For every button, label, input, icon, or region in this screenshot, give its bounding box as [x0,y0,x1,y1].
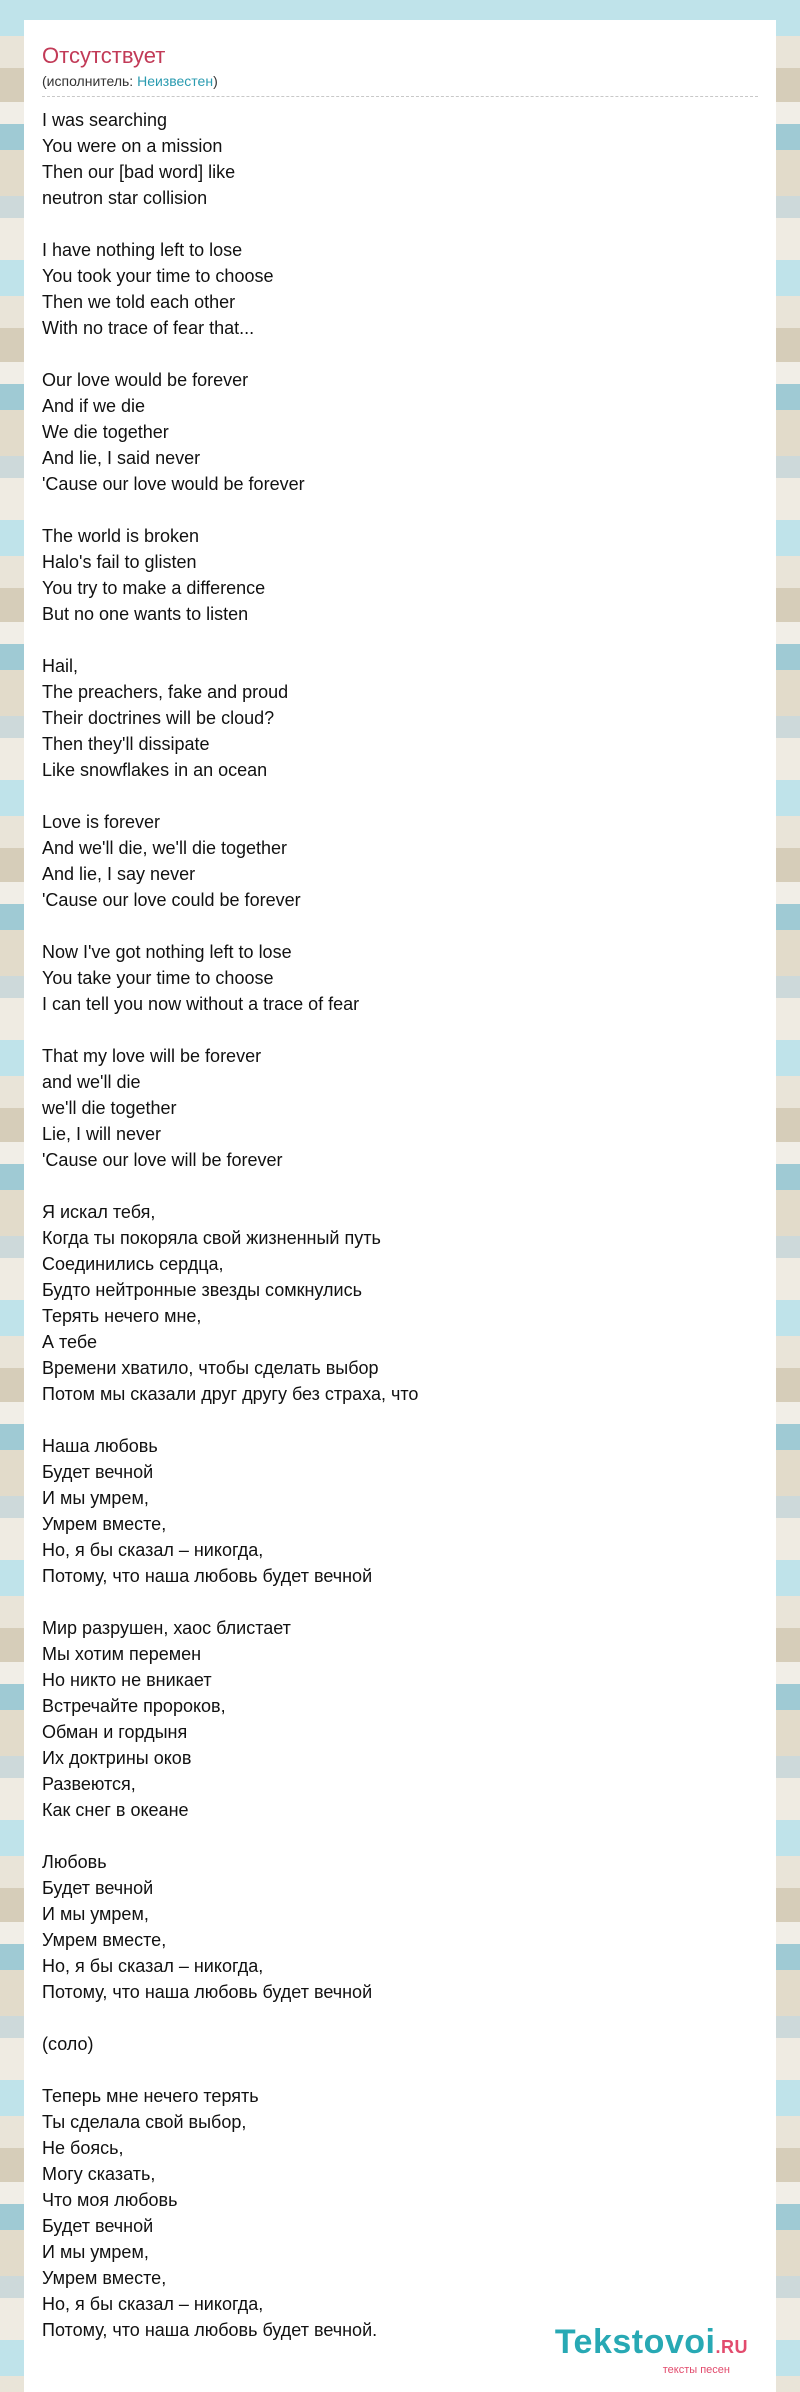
lyric-line: Lie, I will never [42,1124,162,1144]
lyric-line: Будет вечной [42,1462,154,1482]
lyrics-stanza [42,367,758,497]
lyric-line: Когда ты покоряла свой жизненный путь [42,1228,381,1248]
lyrics-card [24,20,776,2392]
lyric-line: Мир разрушен, хаос блистает [42,1618,291,1638]
lyric-line: Then our [bad word] like [42,162,236,182]
lyric-line: Like snowflakes in an ocean [42,760,268,780]
lyric-line: 'Cause our love could be forever [42,890,301,910]
lyric-line: Умрем вместе, [42,1514,167,1534]
lyric-line: neutron star collision [42,188,208,208]
lyric-line: Терять нечего мне, [42,1306,202,1326]
lyric-line: You took your time to choose [42,266,274,286]
lyrics-stanza [42,523,758,627]
lyric-line: Then they'll dissipate [42,734,210,754]
lyrics-stanza [42,237,758,341]
lyrics-stanza [42,1043,758,1173]
song-title: Отсутствует [42,43,166,68]
lyric-line: Но никто не вникает [42,1670,212,1690]
lyric-line: Времени хватило, чтобы сделать выбор [42,1358,379,1378]
lyric-line: Потом мы сказали друг другу без страха, что [42,1384,419,1404]
lyrics-stanza [42,1433,758,1589]
lyric-line: Будет вечной [42,2216,154,2236]
artist-link[interactable]: Неизвестен [137,73,214,89]
lyric-line: Как снег в океане [42,1800,189,1820]
lyric-line: Love is forever [42,812,161,832]
logo-tagline: тексты песен [662,2364,730,2376]
lyric-line: Наша любовь [42,1436,158,1456]
lyric-line: Теперь мне нечего терять [42,2086,259,2106]
site-logo[interactable] [555,2325,748,2376]
lyric-line: А тебе [42,1332,97,1352]
logo-wordmark [555,2325,748,2364]
lyric-line: We die together [42,422,169,442]
lyric-line: With no trace of fear that... [42,318,255,338]
logo-tld: .RU [715,2337,748,2357]
lyric-line: Now I've got nothing left to lose [42,942,292,962]
lyric-line: And if we die [42,396,146,416]
lyric-line: And lie, I say never [42,864,196,884]
lyric-line: Будет вечной [42,1878,154,1898]
lyric-line: И мы умрем, [42,1488,149,1508]
lyric-line: And lie, I said never [42,448,201,468]
lyric-line: The preachers, fake and proud [42,682,289,702]
lyric-line: Обман и гордыня [42,1722,188,1742]
lyrics-stanza [42,653,758,783]
artist-prefix: (исполнитель: [42,73,138,89]
lyric-line: You were on a mission [42,136,223,156]
artist-line [42,72,758,90]
lyric-line: И мы умрем, [42,1904,149,1924]
lyric-line: Мы хотим перемен [42,1644,202,1664]
lyric-line: Умрем вместе, [42,1930,167,1950]
lyric-line: Our love would be forever [42,370,249,390]
lyrics-stanza [42,1849,758,2005]
lyric-line: I was searching [42,110,168,130]
artist-suffix: ) [213,73,218,89]
lyric-line: Я искал тебя, [42,1202,156,1222]
lyric-line: 'Cause our love would be forever [42,474,305,494]
lyric-line: Но, я бы сказал – никогда, [42,1956,264,1976]
lyrics-stanza [42,1615,758,1823]
lyric-line: Развеются, [42,1774,136,1794]
lyric-line: I have nothing left to lose [42,240,243,260]
lyric-line: Но, я бы сказал – никогда, [42,1540,264,1560]
lyric-line: we'll die together [42,1098,177,1118]
lyric-line: Halo's fail to glisten [42,552,197,572]
divider [42,96,758,97]
lyrics-body [42,107,758,2343]
lyric-line: (соло) [42,2034,94,2054]
lyric-line: and we'll die [42,1072,141,1092]
lyric-line: But no one wants to listen [42,604,249,624]
lyrics-stanza [42,2031,758,2057]
lyric-line: Их доктрины оков [42,1748,192,1768]
lyric-line: Что моя любовь [42,2190,178,2210]
lyric-line: Their doctrines will be cloud? [42,708,275,728]
lyric-line: И мы умрем, [42,2242,149,2262]
lyric-line: Встречайте пророков, [42,1696,226,1716]
lyrics-stanza [42,107,758,211]
lyric-line: Любовь [42,1852,107,1872]
lyric-line: The world is broken [42,526,200,546]
lyric-line: That my love will be forever [42,1046,262,1066]
lyric-line: Могу сказать, [42,2164,156,2184]
lyric-line: Будто нейтронные звезды сомкнулись [42,1280,362,1300]
lyric-line: Then we told each other [42,292,236,312]
lyrics-stanza [42,1199,758,1407]
lyric-line: Потому, что наша любовь будет вечной [42,1982,373,2002]
lyrics-stanza [42,939,758,1017]
lyric-line: Потому, что наша любовь будет вечной. [42,2320,378,2340]
lyric-line: And we'll die, we'll die together [42,838,288,858]
lyric-line: Ты сделала свой выбор, [42,2112,247,2132]
logo-name: Tekstovoi [554,2323,716,2361]
lyrics-stanza [42,809,758,913]
lyrics-stanza [42,2083,758,2343]
lyric-line: 'Cause our love will be forever [42,1150,283,1170]
lyric-line: You try to make a difference [42,578,266,598]
lyric-line: Hail, [42,656,79,676]
lyric-line: Умрем вместе, [42,2268,167,2288]
lyric-line: Соединились сердца, [42,1254,224,1274]
lyric-line: Потому, что наша любовь будет вечной [42,1566,373,1586]
lyric-line: Но, я бы сказал – никогда, [42,2294,264,2314]
lyric-line: Не боясь, [42,2138,124,2158]
lyric-line: I can tell you now without a trace of fear [42,994,360,1014]
lyric-line: You take your time to choose [42,968,274,988]
